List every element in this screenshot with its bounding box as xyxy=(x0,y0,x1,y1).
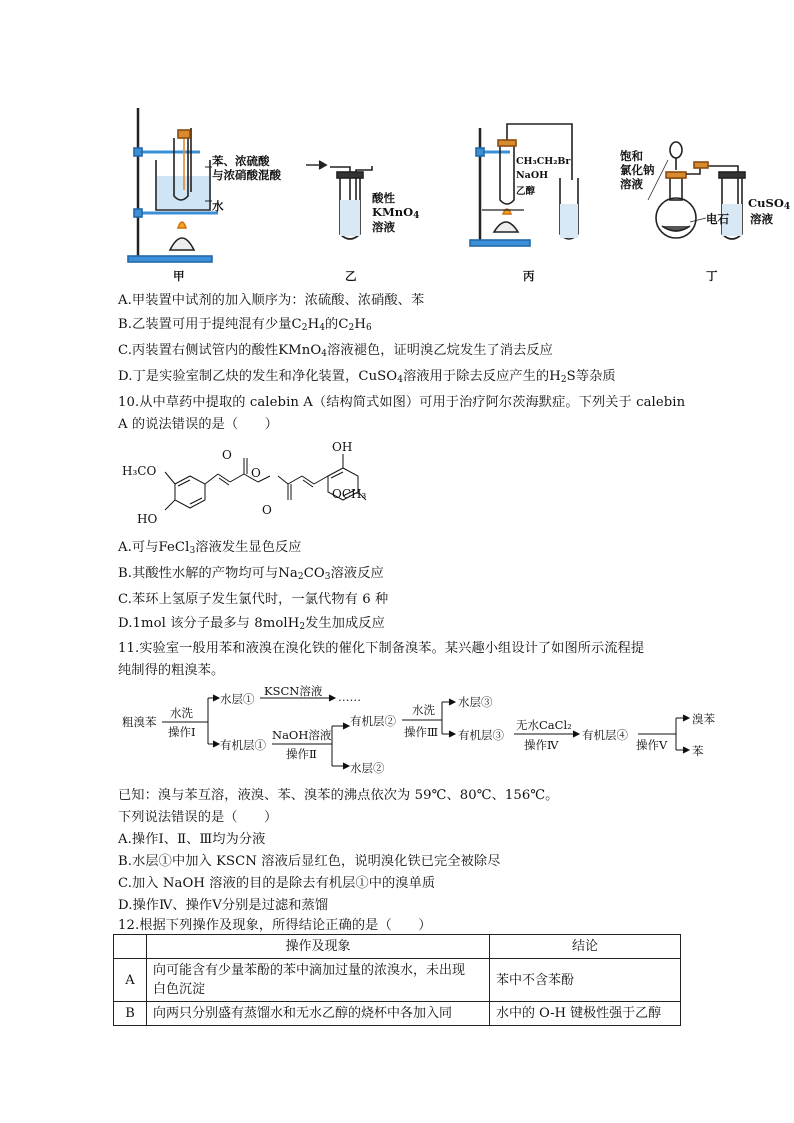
q12-table xyxy=(113,934,681,1026)
table-header-cell: 结论 xyxy=(490,935,681,959)
ding-right-label-2: 溶液 xyxy=(750,212,773,226)
flow-aq2: 水层② xyxy=(350,761,385,775)
jia-reagent-label-2: 与浓硝酸混酸 xyxy=(212,168,281,182)
ding-left-label-2: 氯化钠 xyxy=(620,163,655,177)
bing-reagent-label-1: CH₃CH₂Br xyxy=(516,156,571,167)
q12-stem: 12.根据下列操作及现象，所得结论正确的是（ ） xyxy=(118,918,432,933)
flow-op1-bot: 操作Ⅰ xyxy=(168,725,196,739)
q10-option-d: D.1mol 该分子最多与 8molH$_2$发生加成反应 xyxy=(118,616,385,632)
struct-och3: OCH₃ xyxy=(332,487,367,501)
yi-reagent-label-2: KMnO$_4$ xyxy=(372,205,420,221)
q11-ask: 下列说法错误的是（ ） xyxy=(118,810,278,825)
flow-op3-top: 水洗 xyxy=(412,703,435,717)
q10-option-b: B.其酸性水解的产物均可与$Na_2CO_3$溶液反应 xyxy=(118,566,384,582)
apparatus-figure xyxy=(0,0,794,300)
q11-option-a: A.操作Ⅰ、Ⅱ、Ⅲ均为分液 xyxy=(118,832,266,847)
q10-option-a: A.可与FeCl$_3$溶液发生显色反应 xyxy=(118,540,302,556)
table-header-row xyxy=(114,935,681,959)
q9-option-b: B.乙装置可用于提纯混有少量$C_2H_4$的$C_2H_6$ xyxy=(118,317,372,333)
ding-stone-label: 电石 xyxy=(706,212,729,226)
q9-option-d: D.丁是实验室制乙炔的发生和净化装置，CuSO$_4$溶液用于除去反应产生的$H_2S$等杂质 xyxy=(118,369,616,385)
struct-o-carbonyl: O xyxy=(262,503,272,517)
q10-stem-2: A 的说法错误的是（ ） xyxy=(118,417,279,432)
row-operation: 向可能含有少量苯酚的苯中滴加过量的浓溴水，未出现 白色沉淀 xyxy=(147,959,490,1002)
table-header-cell: 操作及现象 xyxy=(147,935,490,959)
caption-ding: 丁 xyxy=(706,269,718,283)
row-conclusion: 苯中不含苯酚 xyxy=(490,959,681,1002)
flow-product-bromobenzene: 溴苯 xyxy=(692,712,715,726)
ding-left-label-1: 饱和 xyxy=(620,149,643,163)
row-conclusion: 水中的 O-H 键极性强于乙醇 xyxy=(490,1002,681,1026)
table-row xyxy=(114,1002,681,1026)
struct-oh: OH xyxy=(332,440,353,454)
table-header-cell xyxy=(114,935,147,959)
bing-reagent-label-2: NaOH xyxy=(516,170,549,181)
bing-reagent-label-3: 乙醇 xyxy=(516,186,536,197)
flow-product-benzene: 苯 xyxy=(692,744,704,758)
flow-op4-bot: 操作Ⅳ xyxy=(524,738,559,752)
struct-o-ester: O xyxy=(251,466,261,480)
struct-o-ketone: O xyxy=(222,448,232,462)
flow-op2-bot: 操作Ⅱ xyxy=(286,747,317,761)
q10-stem-1: 10.从中草药中提取的 calebin A（结构简式如图）可用于治疗阿尔茨海默症。下列关于 calebin xyxy=(118,395,686,410)
caption-jia: 甲 xyxy=(173,269,185,283)
flow-op3-bot: 操作Ⅲ xyxy=(404,725,439,739)
ding-right-label-1: CuSO$_4$ xyxy=(748,196,791,212)
table-row xyxy=(114,959,681,1002)
caption-bing: 丙 xyxy=(523,269,535,283)
jia-water-label: 水 xyxy=(212,199,224,213)
flow-op1-top: 水洗 xyxy=(170,706,193,720)
flow-op5-bot: 操作Ⅴ xyxy=(636,738,668,752)
flow-aq1: 水层① xyxy=(220,692,255,706)
flow-org4: 有机层④ xyxy=(582,728,628,742)
q11-known: 已知：溴与苯互溶，液溴、苯、溴苯的沸点依次为 59℃、80℃、156℃。 xyxy=(118,788,559,803)
q11-option-b: B.水层①中加入 KSCN 溶液后显红色，说明溴化铁已完全被除尽 xyxy=(118,854,501,869)
flow-op4-top: 无水CaCl₂ xyxy=(516,718,572,732)
ding-left-label-3: 溶液 xyxy=(620,177,643,191)
q11-option-c: C.加入 NaOH 溶液的目的是除去有机层①中的溴单质 xyxy=(118,876,436,891)
struct-ho: HO xyxy=(137,512,158,526)
struct-h3co: H₃CO xyxy=(122,464,157,478)
caption-yi: 乙 xyxy=(345,269,357,283)
row-label: A xyxy=(114,959,147,1002)
yi-reagent-label-1: 酸性 xyxy=(372,191,395,205)
flow-org1: 有机层① xyxy=(220,738,266,752)
q11-stem-1: 11.实验室一般用苯和液溴在溴化铁的催化下制备溴苯。某兴趣小组设计了如图所示流程提 xyxy=(118,641,645,656)
yi-reagent-label-3: 溶液 xyxy=(372,220,395,234)
q10-option-c: C.苯环上氢原子发生氯代时，一氯代物有 6 种 xyxy=(118,592,389,607)
q11-stem-2: 纯制得的粗溴苯。 xyxy=(118,663,225,678)
row-label: B xyxy=(114,1002,147,1026)
flow-dots: …… xyxy=(338,690,361,704)
q11-option-d: D.操作Ⅳ、操作Ⅴ分别是过滤和蒸馏 xyxy=(118,898,329,913)
q9-option-c: C.丙装置右侧试管内的酸性KMnO$_4$溶液褪色，证明溴乙烷发生了消去反应 xyxy=(118,343,553,359)
flow-org2: 有机层② xyxy=(350,714,396,728)
flow-op2-top: NaOH溶液 xyxy=(272,728,332,742)
jia-reagent-label-1: 苯、浓硫酸 xyxy=(212,154,270,168)
flow-kscn: KSCN溶液 xyxy=(264,684,323,698)
flow-aq3: 水层③ xyxy=(458,695,493,709)
row-operation: 向两只分别盛有蒸馏水和无水乙醇的烧杯中各加入同 xyxy=(147,1002,490,1026)
q9-option-a: A.甲装置中试剂的加入顺序为：浓硫酸、浓硝酸、苯 xyxy=(118,293,425,308)
flow-org3: 有机层③ xyxy=(458,728,504,742)
flow-crude: 粗溴苯 xyxy=(122,715,157,729)
